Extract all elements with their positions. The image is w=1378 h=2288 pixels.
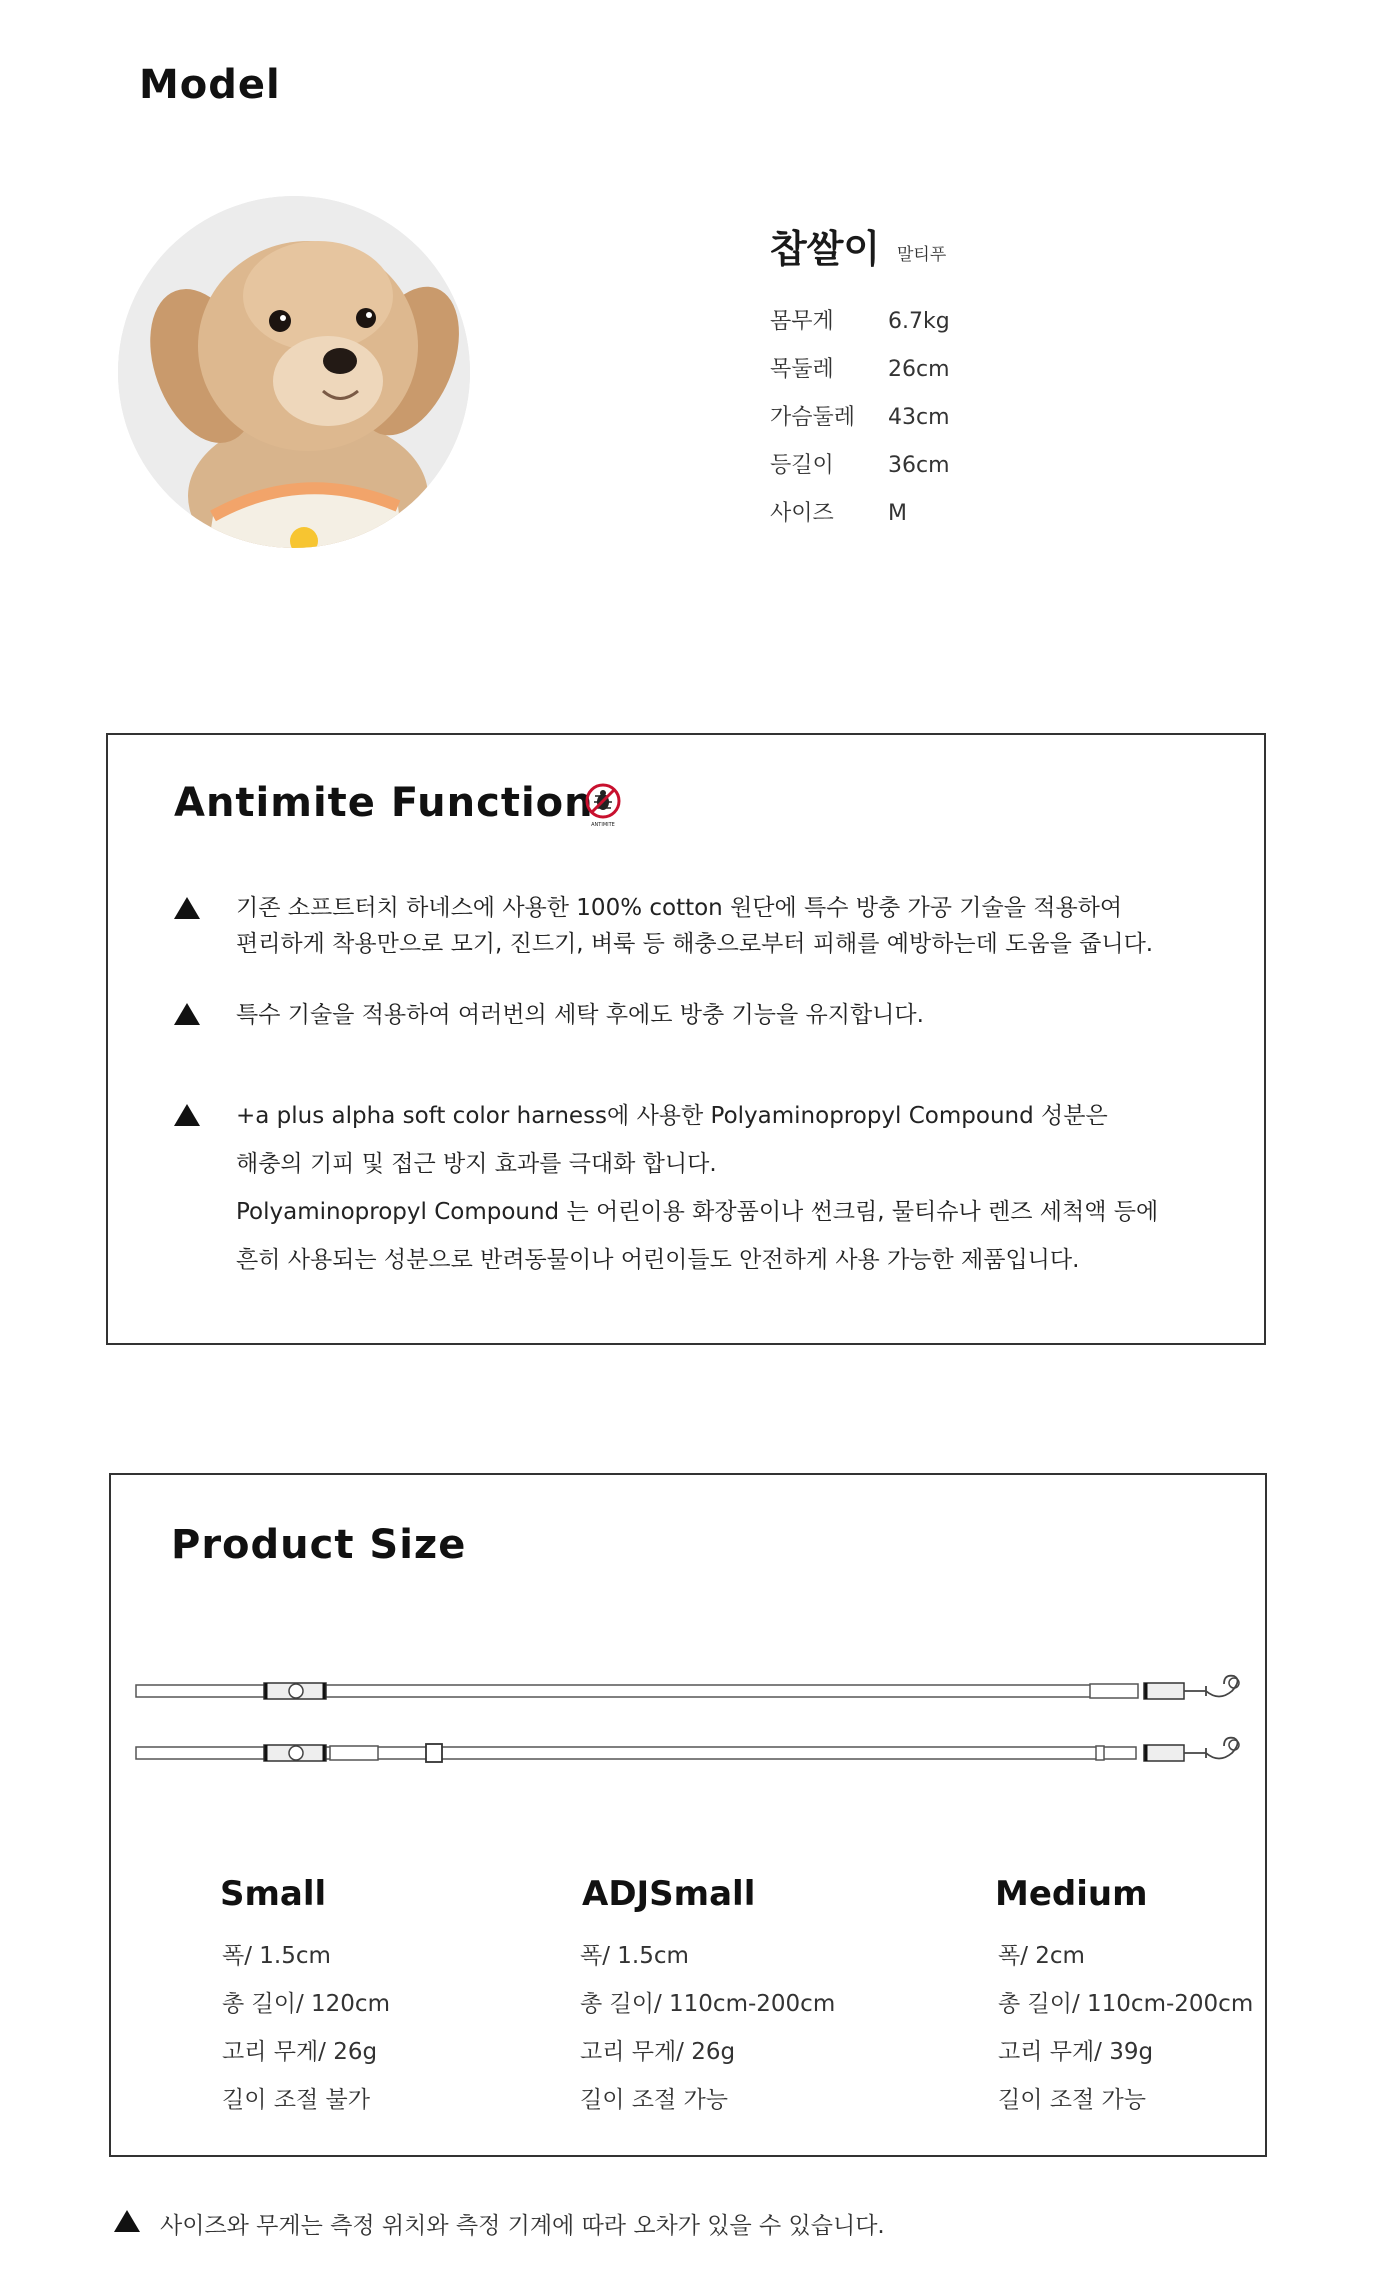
stat-size (770, 496, 907, 527)
stat-neck (770, 352, 950, 383)
size-spec: 길이 조절 가능 (998, 2087, 1146, 2113)
stat-weight (770, 304, 950, 335)
bullet-icon (174, 1003, 200, 1025)
size-spec: 총 길이/ 110cm-200cm (580, 1991, 836, 2017)
footnote: 사이즈와 무게는 측정 위치와 측정 기계에 따라 오차가 있을 수 있습니다. (160, 2213, 885, 2239)
size-spec: 폭/ 2cm (998, 1943, 1085, 1969)
stat-value: 36cm (888, 453, 950, 478)
stat-back (770, 448, 950, 479)
dog-photo (118, 196, 470, 548)
fixed-leash-drawing (134, 1672, 1244, 1712)
stat-label: 목둘레 (770, 357, 834, 382)
bullet-icon (174, 897, 200, 919)
size-col-small-title: Small (220, 1874, 327, 1914)
stat-value: 43cm (888, 405, 950, 430)
stat-label: 사이즈 (770, 501, 834, 526)
antimite-line: 특수 기술을 적용하여 여러번의 세탁 후에도 방충 기능을 유지합니다. (236, 1002, 924, 1028)
size-col-adjsmall-title: ADJSmall (582, 1874, 756, 1914)
product-size-title: Product Size (171, 1522, 467, 1568)
bullet-icon (114, 2210, 140, 2232)
dog-breed: 말티푸 (897, 245, 947, 265)
dog-name: 찹쌀이 (770, 227, 881, 271)
stat-label: 등길이 (770, 453, 834, 478)
antimite-icon (583, 782, 623, 828)
antimite-line: 편리하게 착용만으로 모기, 진드기, 벼룩 등 해충으로부터 피해를 예방하는데 도움을 줍니다. (236, 931, 1154, 957)
stat-value: M (888, 501, 907, 526)
size-spec: 총 길이/ 110cm-200cm (998, 1991, 1254, 2017)
dog-avatar (118, 196, 470, 548)
antimite-line: 기존 소프트터치 하네스에 사용한 100% cotton 원단에 특수 방충 가공 기술을 적용하여 (236, 895, 1123, 921)
antimite-line: 해충의 기피 및 접근 방지 효과를 극대화 합니다. (236, 1151, 717, 1177)
stat-label: 몸무게 (770, 309, 834, 334)
size-spec: 고리 무게/ 39g (998, 2039, 1154, 2065)
antimite-title: Antimite Function (174, 780, 594, 826)
size-spec: 길이 조절 불가 (222, 2087, 370, 2113)
size-spec: 폭/ 1.5cm (222, 1943, 331, 1969)
size-col-medium-title: Medium (995, 1874, 1148, 1914)
stat-value: 6.7kg (888, 309, 950, 334)
antimite-line: 흔히 사용되는 성분으로 반려동물이나 어린이들도 안전하게 사용 가능한 제품입니다. (236, 1247, 1080, 1273)
antimite-icon-caption: ANTIMITE (591, 822, 615, 828)
stat-chest (770, 400, 950, 431)
size-spec: 길이 조절 가능 (580, 2087, 728, 2113)
size-spec: 폭/ 1.5cm (580, 1943, 689, 1969)
antimite-line: +a plus alpha soft color harness에 사용한 Polyaminopropyl Compound 성분은 (236, 1103, 1108, 1129)
antimite-line: Polyaminopropyl Compound 는 어린이용 화장품이나 썬크림, 물티슈나 렌즈 세척액 등에 (236, 1199, 1159, 1225)
size-spec: 고리 무게/ 26g (580, 2039, 736, 2065)
stat-label: 가슴둘레 (770, 405, 856, 430)
size-spec: 총 길이/ 120cm (222, 1991, 390, 2017)
adjustable-leash-drawing (134, 1734, 1244, 1774)
bullet-icon (174, 1104, 200, 1126)
size-spec: 고리 무게/ 26g (222, 2039, 378, 2065)
stat-value: 26cm (888, 357, 950, 382)
model-title: Model (139, 62, 281, 108)
